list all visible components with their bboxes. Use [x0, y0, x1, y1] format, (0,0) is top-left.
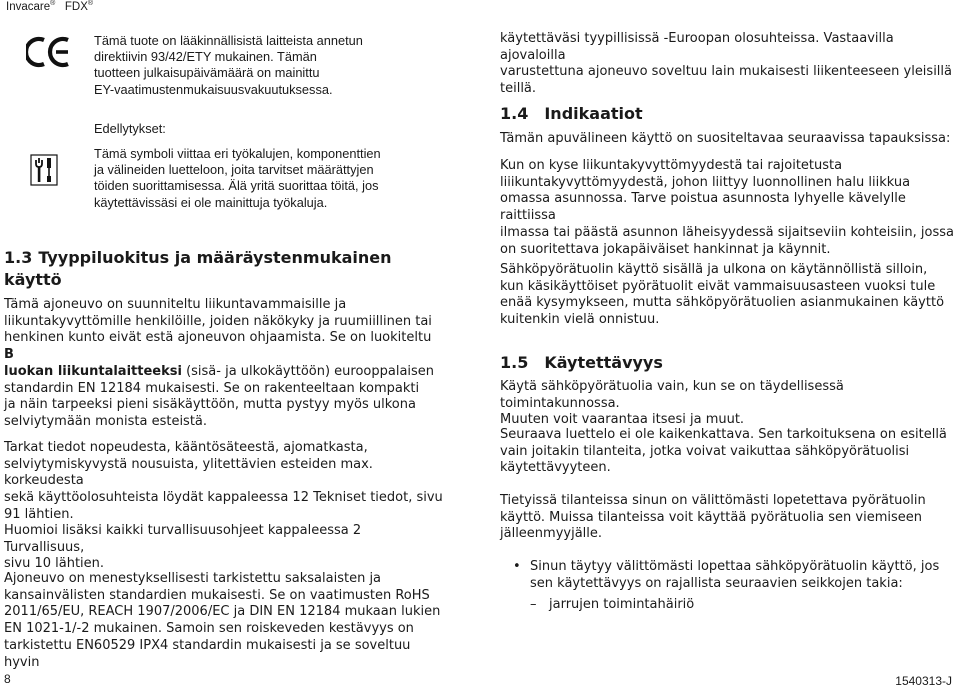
section-1-5-paragraph-3: [500, 493, 955, 543]
document-id: 1540313-J: [895, 674, 952, 688]
ce-note-line: EY-vaatimustenmukaisuusvakuutuksessa.: [94, 81, 333, 97]
text-line: EN 1021-1/-2 mukainen. Samoin sen roiskeveden kestävyys on: [4, 621, 414, 637]
section-number: 1.3: [4, 248, 33, 267]
text-line: 91 lähtien.: [4, 506, 74, 522]
page-number: 8: [4, 672, 11, 686]
text-line: jälleenmyyjälle.: [500, 526, 603, 542]
section-1-4-heading: [500, 104, 643, 123]
bullet-marker: •: [513, 559, 521, 574]
tools-note-line: töiden suorittamisessa. Älä yritä suorittaa töitä, jos: [94, 178, 379, 194]
section-title: Käytettävyys: [544, 353, 663, 372]
running-header: [6, 0, 93, 13]
section-1-3-paragraph-1: [4, 297, 444, 431]
tools-icon: [30, 154, 58, 186]
product-name: FDX: [64, 0, 88, 13]
text-line: Seuraava luettelo ei ole kaikenkattava. Sen tarkoituksena on esitellä: [500, 427, 947, 442]
bullet-item: [530, 559, 955, 592]
text-line: selviytymiskyvystä nousuista, ylitettävien esteiden max. korkeudesta: [4, 456, 373, 489]
section-1-3-paragraph-3: [4, 523, 444, 573]
text-line: Tarkat tiedot nopeudesta, kääntösäteestä, ajomatkasta,: [4, 440, 368, 455]
text-line: Tämä ajoneuvo on suunniteltu liikuntavammaisille ja: [4, 297, 347, 312]
registered-mark: ®: [50, 0, 56, 7]
brand-name: Invacare: [6, 0, 51, 13]
tools-note-line: Tämä symboli viittaa eri työkalujen, komponenttien: [94, 146, 381, 161]
text-line: sivu 10 lähtien.: [4, 556, 105, 572]
text-line: Sinun täytyy välittömästi lopettaa sähköpyörätuolin käyttö, jos: [530, 559, 940, 574]
text-line: teillä.: [500, 81, 537, 97]
section-1-4-paragraph-3: [500, 262, 955, 329]
text-line: käytettäväsi tyypillisissä -Euroopan olosuhteissa. Vastaavilla ajovaloilla: [500, 31, 894, 63]
prerequisites-label: Edellytykset:: [94, 121, 166, 136]
text-line: Sähköpyörätuolin käyttö sisällä ja ulkona on käytännöllistä silloin,: [500, 262, 928, 277]
tools-note: [94, 146, 424, 211]
section-title: Tyyppiluokitus ja määräystenmukainen: [38, 248, 392, 267]
text-line: Muuten voit vaarantaa itsesi ja muut.: [500, 412, 745, 428]
text-line: vain joitakin tilanteita, jotka voivat vaikuttaa sähköpyörätuolisi: [500, 443, 910, 459]
text-run: (sisä- ja ulkokäyttöön) eurooppalaisen: [181, 363, 435, 379]
ce-note: [94, 33, 414, 98]
ce-note-line: direktiivin 93/42/ETY mukainen. Tämän: [94, 49, 317, 65]
text-line: kansainvälisten standardien mukaisesti. Se on vaatimusten RoHS: [4, 587, 430, 603]
ce-note-line: tuotteen julkaisupäivämäärä on mainittu: [94, 65, 320, 81]
section-1-5-paragraph-2: [500, 427, 955, 477]
section-1-3-heading: [4, 247, 424, 291]
dash-marker: –: [530, 597, 537, 612]
bold-run: luokan liikuntalaitteeksi: [4, 363, 182, 379]
text-line: liiikuntakyvyttömyydestä, johon liittyy luonnollinen halu liikkua: [500, 174, 911, 190]
text-line: Tietyissä tilanteissa sinun on välittömästi lopetettava pyörätuolin: [500, 493, 926, 508]
section-1-5-heading: [500, 353, 663, 372]
registered-mark-2: ®: [87, 0, 94, 7]
text-line: enää kysymykseen, mutta sähköpyörätuolien asianmukainen käyttö: [500, 295, 945, 311]
text-run: henkinen kunto eivät estä ajoneuvon ohjaamista. Se on luokiteltu: [4, 330, 432, 346]
text-line: [4, 364, 444, 381]
ce-mark-icon: [26, 36, 72, 68]
section-title: Indikaatiot: [544, 104, 643, 123]
section-number: 1.5: [500, 353, 529, 372]
section-1-3-paragraph-2: [4, 440, 444, 524]
text-line: Huomioi lisäksi kaikki turvallisuusohjeet kappaleessa 2 Turvallisuus,: [4, 523, 362, 555]
text-line: Tämän apuvälineen käyttö on suositeltavaa seuraavissa tapauksissa:: [500, 131, 951, 146]
text-line: ja näin tarpeeksi pieni sisäkäyttöön, mutta pystyy myös ulkona: [4, 397, 416, 413]
text-line: selviytymään monista esteistä.: [4, 413, 208, 429]
text-line: kuitenkin vielä onnistuu.: [500, 312, 660, 328]
section-1-5-paragraph-1: [500, 379, 955, 429]
text-line: liikuntakyvyttömille henkilöille, joiden näkökyky ja ruumiillinen tai: [4, 313, 432, 329]
dash-item: jarrujen toimintahäiriö: [549, 597, 695, 612]
section-1-4-paragraph-2: [500, 158, 955, 258]
section-1-3-paragraph-4: [4, 571, 449, 671]
text-line: standardin EN 12184 mukaisesti. Se on rakenteeltaan kompakti: [4, 380, 420, 396]
text-line: tarkistettu EN60529 IPX4 standardin mukaisesti ja se soveltuu hyvin: [4, 637, 411, 670]
text-line: käytettävyyteen.: [500, 460, 611, 476]
ce-note-line: Tämä tuote on lääkinnällisistä laitteista annetun: [94, 33, 363, 48]
text-line: [4, 330, 444, 363]
section-title-cont: käyttö: [4, 270, 62, 289]
section-1-4-paragraph-1: [500, 131, 955, 148]
right-intro-paragraph: [500, 31, 955, 98]
text-line: Kun on kyse liikuntakyvyttömyydestä tai rajoitetusta: [500, 158, 843, 173]
text-line: käyttö. Muissa tilanteissa voit käyttää pyörätuolia sen viemiseen: [500, 509, 922, 525]
section-number: 1.4: [500, 104, 529, 123]
text-line: omassa asunnossa. Tarve poistua asunnosta lyhyelle kävelylle raittiissa: [500, 191, 906, 224]
text-line: kun käsikäyttöiset pyörätuolit eivät vammaisuusasteen vuoksi tule: [500, 278, 936, 294]
text-line: ilmassa tai päästä asunnon läheisyydessä sijaitseviin kohteisiin, jossa: [500, 224, 954, 240]
bold-run: B: [4, 347, 14, 363]
text-line: sekä käyttöolosuhteista löydät kappaleessa 12 Tekniset tiedot, sivu: [4, 490, 443, 506]
text-line: on suoritettava jokapäiväiset hankinnat ja käynnit.: [500, 241, 831, 257]
text-line: 2011/65/EU, REACH 1907/2006/EC ja DIN EN 12184 mukaan lukien: [4, 604, 441, 620]
tools-note-line: ja välineiden luetteloon, joita tarvitset määrättyjen: [94, 162, 374, 178]
text-line: sen käytettävyys on rajallista seuraavien seikkojen takia:: [530, 575, 903, 591]
text-line: varustettuna ajoneuvo soveltuu lain mukaisesti liikenteeseen yleisillä: [500, 64, 952, 80]
text-line: Ajoneuvo on menestyksellisesti tarkistettu saksalaisten ja: [4, 571, 382, 586]
text-line: Käytä sähköpyörätuolia vain, kun se on täydellisessä toimintakunnossa.: [500, 379, 844, 411]
tools-note-line: käytettävissäsi ei ole mainittuja työkaluja.: [94, 194, 328, 210]
